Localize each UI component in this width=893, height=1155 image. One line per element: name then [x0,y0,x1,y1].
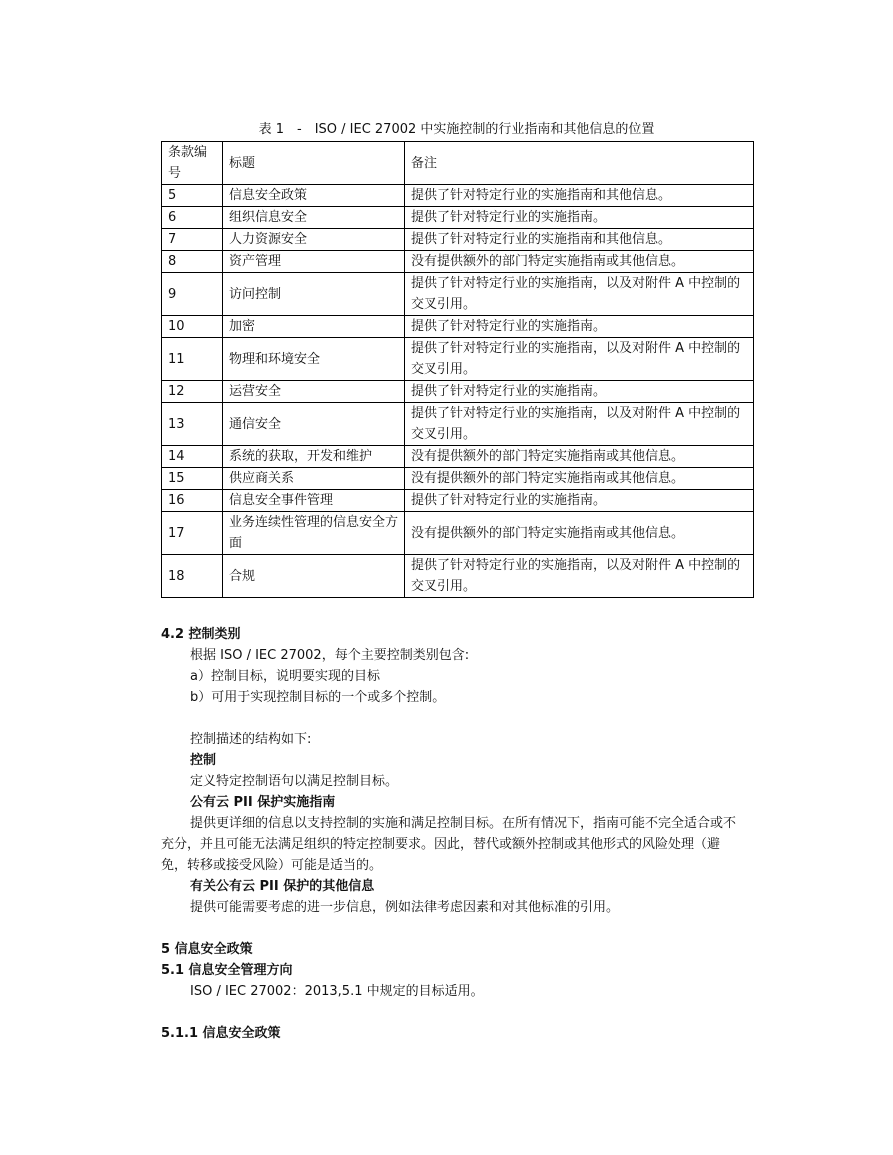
table-row [162,316,754,338]
table-row [162,229,754,251]
cell-note: 没有提供额外的部门特定实施指南或其他信息。 [405,446,754,468]
list-item-a: a）控制目标，说明要实现的目标 [190,669,380,684]
cell-title: 人力资源安全 [223,229,405,251]
cell-note: 没有提供额外的部门特定实施指南或其他信息。 [405,512,754,555]
section-5-1-text: ISO / IEC 27002：2013,5.1 中规定的目标适用。 [190,984,484,999]
cell-clause: 13 [162,403,223,446]
cell-clause: 11 [162,338,223,381]
control-reference-table [161,141,754,598]
body-text [161,624,741,1044]
cell-clause: 5 [162,185,223,207]
cell-title: 合规 [223,555,405,598]
cell-clause: 9 [162,273,223,316]
cell-note: 提供了针对特定行业的实施指南。 [405,490,754,512]
cell-clause: 8 [162,251,223,273]
list-item-b: b）可用于实现控制目标的一个或多个控制。 [190,690,446,705]
spacer [161,1002,741,1023]
header-clause: 条款编号 [162,142,223,185]
section-heading-5-1-1: 5.1.1 信息安全政策 [161,1026,281,1041]
cell-title: 系统的获取，开发和维护 [223,446,405,468]
cell-title: 供应商关系 [223,468,405,490]
structure-intro: 控制描述的结构如下: [190,732,312,747]
guidance-text: 提供更详细的信息以支持控制的实施和满足控制目标。在所有情况下，指南可能不完全适合或不充分，并且可能无法满足组织的特定控制要求。因此，替代或额外控制或其他形式的风险处理（避免，转移或接受风险）可能是适当的。 [161,816,737,873]
section-intro: 根据 ISO / IEC 27002，每个主要控制类别包含: [190,648,470,663]
header-note: 备注 [405,142,754,185]
cell-note: 没有提供额外的部门特定实施指南或其他信息。 [405,468,754,490]
table-row [162,446,754,468]
cell-clause: 10 [162,316,223,338]
table-header-row [162,142,754,185]
cell-note: 提供了针对特定行业的实施指南。 [405,381,754,403]
cell-clause: 12 [162,381,223,403]
cell-clause: 7 [162,229,223,251]
table-row [162,273,754,316]
table-row [162,403,754,446]
cell-title: 加密 [223,316,405,338]
table-row [162,207,754,229]
guidance-heading: 公有云 PII 保护实施指南 [190,795,336,810]
cell-clause: 17 [162,512,223,555]
cell-title: 业务连续性管理的信息安全方面 [223,512,405,555]
cell-title: 运营安全 [223,381,405,403]
cell-note: 提供了针对特定行业的实施指南，以及对附件 A 中控制的交叉引用。 [405,338,754,381]
cell-clause: 18 [162,555,223,598]
table-row [162,490,754,512]
control-text: 定义特定控制语句以满足控制目标。 [190,774,399,789]
table-row [162,185,754,207]
control-heading: 控制 [190,753,217,768]
cell-title: 信息安全政策 [223,185,405,207]
table-caption: 表 1 - ISO / IEC 27002 中实施控制的行业指南和其他信息的位置 [258,122,655,137]
cell-note: 没有提供额外的部门特定实施指南或其他信息。 [405,251,754,273]
table-row [162,512,754,555]
cell-note: 提供了针对特定行业的实施指南，以及对附件 A 中控制的交叉引用。 [405,273,754,316]
cell-note: 提供了针对特定行业的实施指南。 [405,316,754,338]
cell-title: 通信安全 [223,403,405,446]
cell-clause: 16 [162,490,223,512]
cell-title: 资产管理 [223,251,405,273]
table-row [162,381,754,403]
other-info-heading: 有关公有云 PII 保护的其他信息 [190,879,375,894]
table-row [162,338,754,381]
cell-title: 组织信息安全 [223,207,405,229]
table-row [162,468,754,490]
cell-note: 提供了针对特定行业的实施指南和其他信息。 [405,185,754,207]
cell-clause: 6 [162,207,223,229]
cell-clause: 15 [162,468,223,490]
cell-title: 信息安全事件管理 [223,490,405,512]
spacer [161,918,741,939]
cell-title: 访问控制 [223,273,405,316]
section-heading-4-2: 4.2 控制类别 [161,627,241,642]
cell-note: 提供了针对特定行业的实施指南。 [405,207,754,229]
cell-note: 提供了针对特定行业的实施指南，以及对附件 A 中控制的交叉引用。 [405,403,754,446]
table-row [162,251,754,273]
table-row [162,555,754,598]
cell-clause: 14 [162,446,223,468]
header-title: 标题 [223,142,405,185]
section-heading-5-1: 5.1 信息安全管理方向 [161,963,293,978]
cell-title: 物理和环境安全 [223,338,405,381]
other-info-text: 提供可能需要考虑的进一步信息，例如法律考虑因素和对其他标准的引用。 [190,900,620,915]
cell-note: 提供了针对特定行业的实施指南和其他信息。 [405,229,754,251]
cell-note: 提供了针对特定行业的实施指南，以及对附件 A 中控制的交叉引用。 [405,555,754,598]
spacer [161,708,741,729]
section-heading-5: 5 信息安全政策 [161,942,253,957]
